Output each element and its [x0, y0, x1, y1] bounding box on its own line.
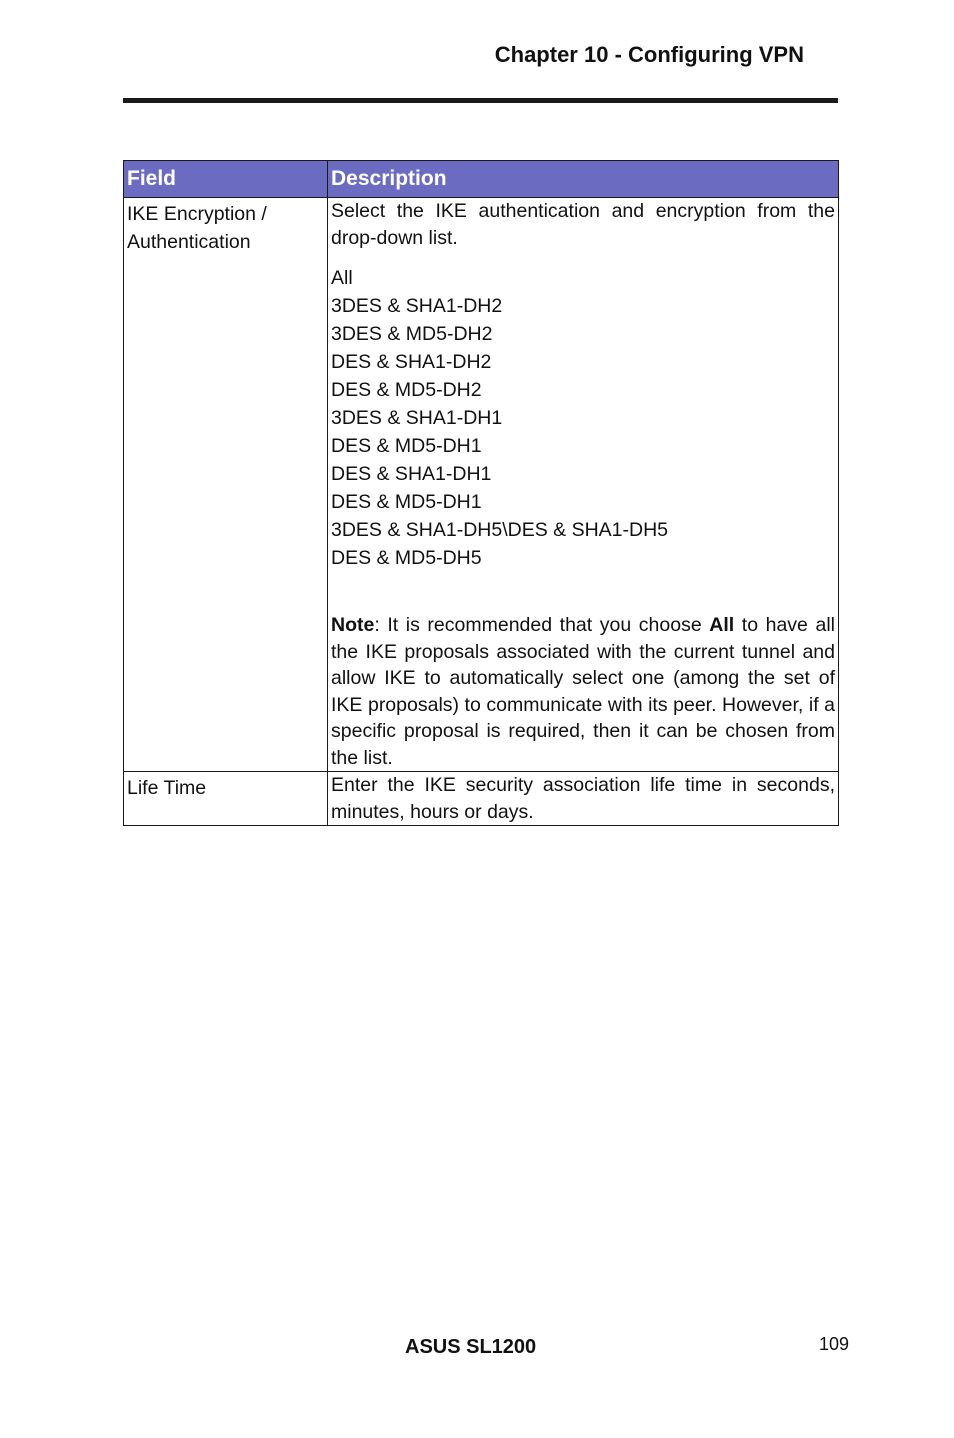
page-number: 109 [819, 1334, 850, 1354]
list-item: 3DES & SHA1-DH2 [331, 295, 503, 317]
table-row [124, 198, 839, 772]
ike-encryption-note [331, 612, 835, 771]
footer-product-name: ASUS SL1200 [405, 1336, 537, 1358]
note-text-before: : It is recommended that you choose [374, 614, 710, 636]
list-item: DES & MD5-DH1 [331, 491, 482, 513]
list-item: All [331, 267, 353, 289]
note-label: Note [331, 614, 375, 636]
field-life-time: Life Time [124, 772, 328, 826]
field-description-table [123, 160, 839, 826]
chapter-title: Chapter 10 - Configuring VPN [494, 42, 804, 67]
note-bold-word: All [709, 614, 735, 636]
list-item: DES & SHA1-DH1 [331, 463, 492, 485]
note-text-after: to have all the IKE proposals associated with the current tunnel and allow IKE to automatically select one (among the set of IKE proposals) to communicate with its peer. However, if a specific proposal is required, then it can be chosen from the list. [331, 614, 835, 769]
header-rule [123, 98, 838, 103]
table-row [124, 772, 839, 826]
list-item: DES & MD5-DH5 [331, 547, 482, 569]
list-item: DES & SHA1-DH2 [331, 351, 492, 373]
list-item: 3DES & SHA1-DH5\DES & SHA1-DH5 [331, 519, 669, 541]
list-item: 3DES & MD5-DH2 [331, 323, 493, 345]
table-header-row [124, 161, 839, 198]
description-life-time: Enter the IKE security association life time in seconds, minutes, hours or days. [328, 772, 839, 826]
field-ike-encryption: IKE Encryption / Authentication [124, 198, 328, 772]
column-header-description: Description [328, 161, 839, 198]
list-item: DES & MD5-DH2 [331, 379, 482, 401]
list-item: DES & MD5-DH1 [331, 435, 482, 457]
description-ike-encryption [328, 198, 839, 772]
column-header-field: Field [124, 161, 328, 198]
ike-encryption-options [331, 264, 835, 572]
ike-encryption-intro: Select the IKE authentication and encryption from the drop-down list. [331, 200, 835, 249]
list-item: 3DES & SHA1-DH1 [331, 407, 503, 429]
